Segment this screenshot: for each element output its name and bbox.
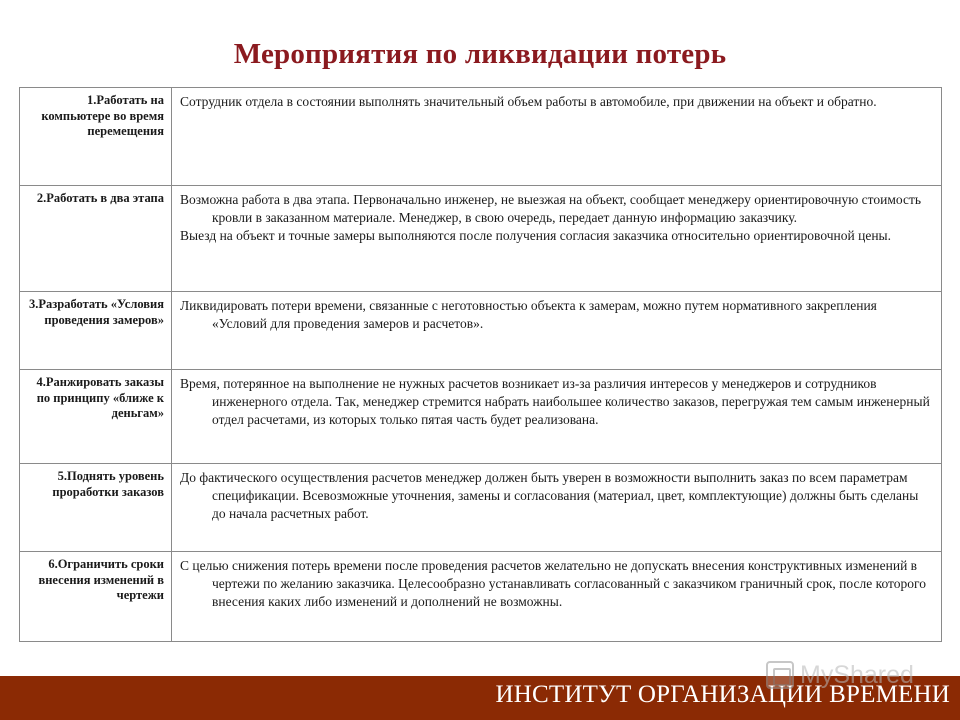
measure-label: 1.Работать на компьютере во время перемещения xyxy=(20,88,172,186)
description-paragraph: Сотрудник отдела в состоянии выполнять значительный объем работы в автомобиле, при движении на объект и обратно. xyxy=(180,94,877,109)
description-paragraph: Выезд на объект и точные замеры выполняются после получения согласия заказчика относительно ориентировочной цены. xyxy=(180,228,891,243)
watermark-text: MyShared xyxy=(800,660,914,689)
measure-description xyxy=(172,552,942,642)
slides-icon xyxy=(766,661,794,689)
description-paragraph: Возможна работа в два этапа. Первоначально инженер, не выезжая на объект, сообщает менеджеру ориентировочную стоимость кровли в заказанном материале. Менеджер, в свою очередь, передает данную информацию заказчику. xyxy=(180,192,922,225)
measure-description xyxy=(172,88,942,186)
table-row xyxy=(20,88,942,186)
measure-label: 3.Разработать «Условия проведения замеров» xyxy=(20,292,172,370)
table-row xyxy=(20,292,942,370)
watermark xyxy=(766,658,914,692)
table-row xyxy=(20,552,942,642)
measure-label: 2.Работать в два этапа xyxy=(20,186,172,292)
measure-description xyxy=(172,186,942,292)
measure-description xyxy=(172,464,942,552)
measure-description xyxy=(172,292,942,370)
description-paragraph: До фактического осуществления расчетов менеджер должен быть уверен в возможности выполнить заказ по всем параметрам спецификации. Всевозможные уточнения, замены и согласования (материал, цвет, комплектующие) должны быть сделаны до начала расчетных работ. xyxy=(180,470,919,521)
measure-label: 6.Ограничить сроки внесения изменений в чертежи xyxy=(20,552,172,642)
measure-label: 5.Поднять уровень проработки заказов xyxy=(20,464,172,552)
measure-label: 4.Ранжировать заказы по принципу «ближе к деньгам» xyxy=(20,370,172,464)
description-paragraph: Ликвидировать потери времени, связанные с неготовностью объекта к замерам, можно путем нормативного закрепления «Условий для проведения замеров и расчетов». xyxy=(180,298,877,331)
measure-description xyxy=(172,370,942,464)
measures-table xyxy=(19,87,942,642)
table-row xyxy=(20,464,942,552)
description-paragraph: Время, потерянное на выполнение не нужных расчетов возникает из-за различия интересов у менеджеров и сотрудников инженерного отдела. Так, менеджер стремится набрать наибольшее количество заказов, перегружая тем самым инженерный отдел расчетами, из которых только пятая часть будет реализована. xyxy=(180,376,930,427)
slide-title: Мероприятия по ликвидации потерь xyxy=(233,38,727,70)
footer-organization: ИНСТИТУТ ОРГАНИЗАЦИИ ВРЕМЕНИ xyxy=(495,681,950,708)
table-row xyxy=(20,370,942,464)
table-row xyxy=(20,186,942,292)
description-paragraph: С целью снижения потерь времени после проведения расчетов желательно не допускать внесения конструктивных изменений в чертежи по желанию заказчика. Целесообразно устанавливать согласованный с заказчиком граничный срок, после которого внесения каких либо изменений и дополнений не возможны. xyxy=(180,558,926,609)
